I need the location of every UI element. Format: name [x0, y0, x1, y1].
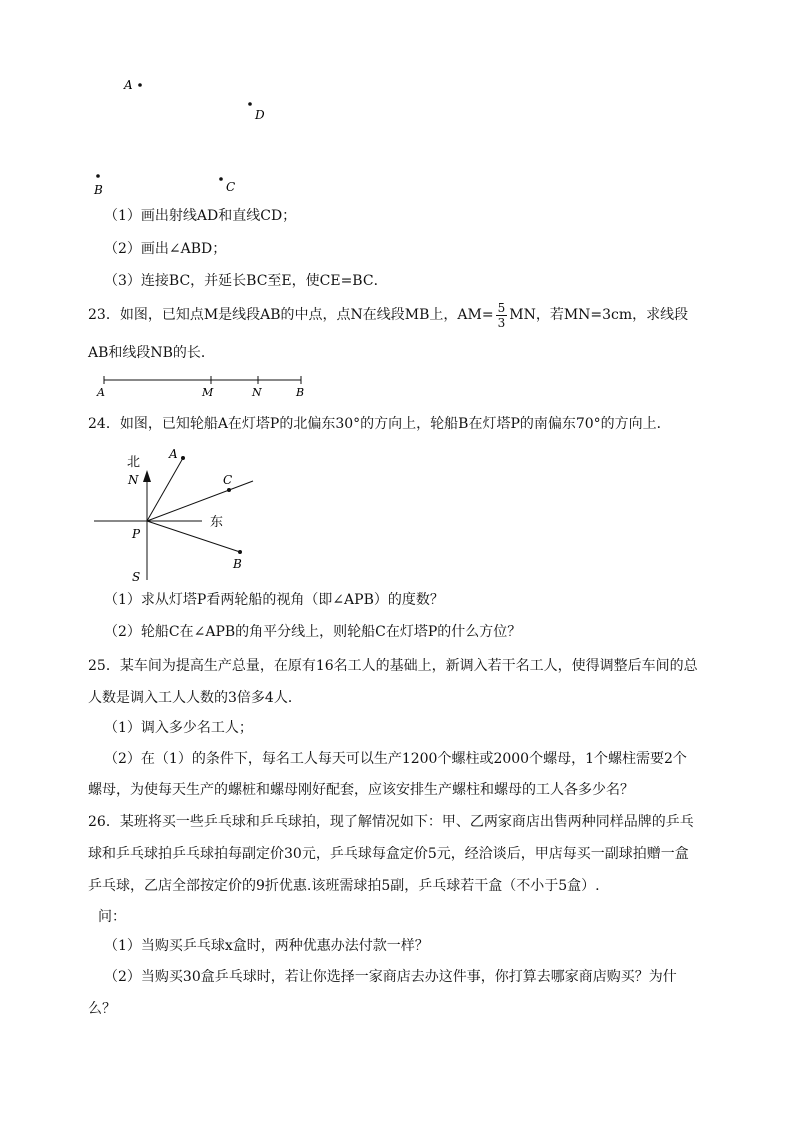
label-north: 北 [127, 455, 141, 470]
seg-label-M: M [202, 386, 214, 399]
q26-part-2: （2）当购买30盒乒乓球时，若让你选择一家商店去办这件事，你打算去哪家商店购买？为什 [104, 969, 677, 985]
q23-stem-line1 [88, 298, 688, 332]
seg-label-B: B [296, 386, 305, 399]
points-figure [90, 70, 290, 200]
label-east: 东 [210, 515, 224, 530]
ship-B-point [238, 550, 242, 554]
q22-part-3: （3）连接BC，并延长BC至E，使CE=BC． [104, 273, 388, 289]
compass-figure [90, 440, 270, 590]
q26-stem-line1: 26．某班将买一些乒乓球和乒乓球拍，现了解情况如下：甲、乙两家商店出售两种同样品牌的乒乓 [88, 814, 694, 830]
label-ship-C: C [223, 473, 233, 487]
ship-C-point [227, 488, 231, 492]
point-B [96, 174, 100, 178]
q23-stem-line2: AB和线段NB的长． [88, 345, 215, 361]
point-A [138, 83, 142, 87]
q24-part-1: （1）求从灯塔P看两轮船的视角（即∠APB）的度数？ [104, 592, 444, 608]
label-ship-B: B [233, 557, 242, 571]
label-P: P [132, 527, 141, 541]
label-S: S [132, 570, 141, 584]
seg-label-A: A [97, 386, 105, 399]
q22-part-2: （2）画出∠ABD； [104, 241, 227, 257]
label-A: A [124, 78, 133, 92]
q25-stem-line1: 25．某车间为提高生产总量，在原有16名工人的基础上，新调入若干名工人，使得调整后车间的总 [88, 658, 698, 674]
q24-stem: 24．如图，已知轮船A在灯塔P的北偏东30°的方向上，轮船B在灯塔P的南偏东70°的方向上． [88, 416, 671, 432]
label-ship-A: A [169, 447, 178, 461]
q25-part-2-cont: 螺母，为使每天生产的螺桩和螺母刚好配套，应该安排生产螺柱和螺母的工人各多少名？ [88, 782, 634, 798]
q26-part-2-cont: 么？ [88, 1001, 116, 1017]
point-D [248, 102, 252, 106]
q25-stem-line2: 人数是调入工人人数的3倍多4人． [88, 690, 302, 706]
q26-stem-line2: 球和乒乓球拍乒乓球拍每副定价30元，乒乓球每盒定价5元，经洽谈后，甲店每买一副球拍赠一盒 [88, 846, 689, 862]
segment-figure [95, 372, 315, 402]
q25-part-1: （1）调入多少名工人； [104, 720, 253, 736]
label-C: C [226, 180, 236, 194]
q25-part-2: （2）在（1）的条件下，每名工人每天可以生产1200个螺柱或2000个螺母，1个螺柱需要2个 [104, 751, 687, 767]
q23-stem-pre: 23．如图，已知点M是线段AB的中点，点N在线段MB上，AM= [88, 307, 494, 323]
q26-stem-line3: 乒乓球，乙店全部按定价的9折优惠.该班需球拍5副，乒乓球若干盒（不小于5盒）. [88, 878, 600, 894]
ship-A-point [181, 456, 185, 460]
label-D: D [255, 108, 265, 122]
seg-label-N: N [252, 386, 262, 399]
fraction-5-3: $\frac{5}{3}$ [497, 300, 506, 330]
q23-stem-post: MN，若MN=3cm，求线段 [509, 307, 689, 323]
point-C [219, 177, 223, 181]
label-B: B [94, 183, 103, 197]
label-N: N [128, 473, 139, 487]
q26-ask: 问： [98, 909, 126, 925]
q22-part-1: （1）画出射线AD和直线CD； [104, 208, 297, 224]
q26-part-1: （1）当购买乒乓球x盒时，两种优惠办法付款一样？ [104, 938, 429, 954]
q24-part-2: （2）轮船C在∠APB的角平分线上，则轮船C在灯塔P的什么方位？ [104, 624, 522, 640]
